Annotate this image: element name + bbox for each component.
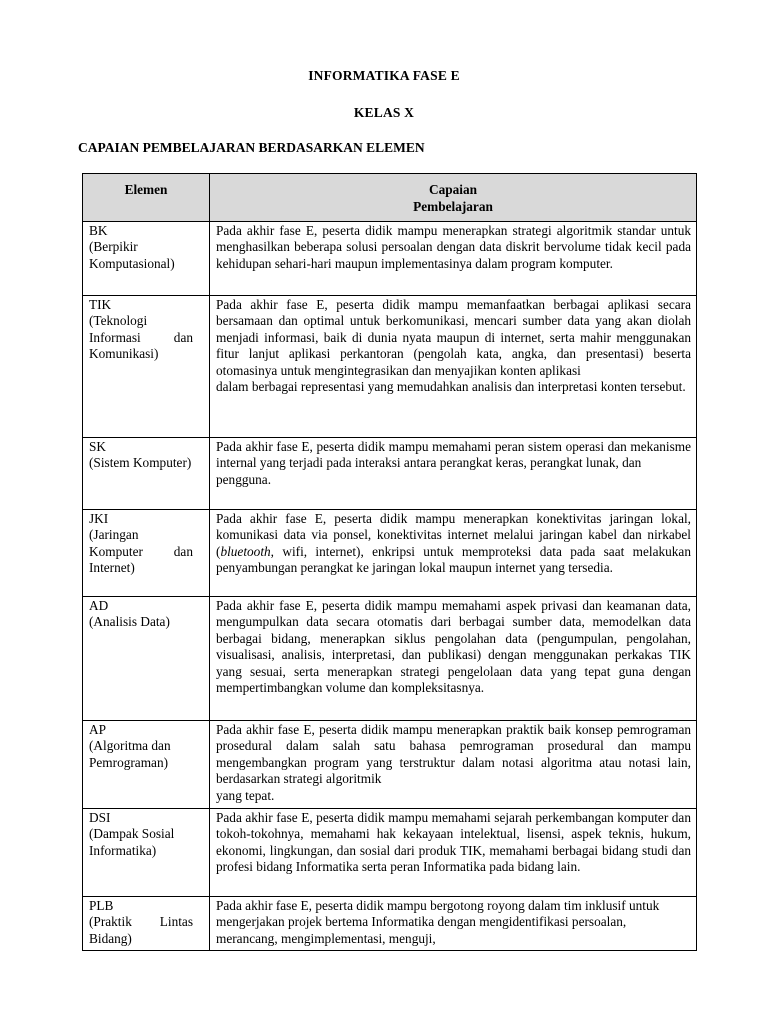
achievement-text: Pada akhir fase E, peserta didik mampu memahami aspek privasi dan keamanan data, mengumpulkan data secara otomatis dari berbagai sumber data, memodelkan data berbagai bidang, menerapkan siklus pengolahan data (pengumpulan, pengolahan, visualisasi, analisis, interpretasi, dan publikasi) dengan menggunakan perkakas TIK yang sesuai, serta menerapkan strategi pengelolaan data yang tepat guna dengan mempertimbangkan volume dan kompleksitasnya. [216, 598, 691, 696]
element-cell [83, 510, 210, 597]
achievement-cell [210, 296, 697, 438]
document-title: INFORMATIKA FASE E [308, 68, 460, 83]
element-name: (Praktik Lintas Bidang) [89, 914, 193, 946]
class-label: KELAS X [353, 105, 415, 120]
achievement-text: Pada akhir fase E, peserta didik mampu menerapkan praktik baik konsep pemrograman prosedural dalam salah satu bahasa pemrograman prosedural dan mampu mengembangkan program yang terstruktur dalam notasi algoritma atau notasi lain, berdasarkan strategi algoritmik [216, 722, 691, 787]
element-cell [83, 809, 210, 897]
element-cell [83, 438, 210, 510]
table-row [83, 721, 697, 809]
element-code: JKI [89, 511, 109, 526]
achievement-cell [210, 809, 697, 897]
element-name: (Analisis Data) [89, 614, 170, 630]
element-cell [83, 721, 210, 809]
achievement-column-header [210, 174, 697, 222]
element-code: TIK [89, 297, 112, 312]
element-name: (Sistem Komputer) [89, 455, 192, 471]
table-row [83, 809, 697, 897]
achievement-text-italic: bluetooth [220, 543, 271, 559]
table-row [83, 597, 697, 721]
table-row [83, 438, 697, 510]
achievement-header-line1: Capaian [428, 182, 478, 197]
element-column-header: Elemen [83, 174, 210, 222]
achievement-text-continued: dalam berbagai representasi yang memudahkan analisis dan interpretasi konten tersebut. [216, 379, 686, 395]
achievement-text: Pada akhir fase E, peserta didik mampu bergotong royong dalam tim inklusif untuk mengerjakan projek bertema Informatika dengan mengidentifikasi persoalan, merancang, mengimplementasi, menguji, [216, 898, 660, 946]
element-name: (Algoritma dan Pemrograman) [89, 738, 171, 770]
achievement-cell [210, 222, 697, 296]
achievement-cell [210, 438, 697, 510]
achievement-text: Pada akhir fase E, peserta didik mampu memahami peran sistem operasi dan mekanisme internal yang terjadi pada interaksi antara perangkat keras, perangkat lunak, dan [216, 439, 691, 471]
table-row [83, 296, 697, 438]
element-code: AD [89, 598, 109, 613]
achievement-text-continued: yang tepat. [216, 787, 275, 803]
achievement-text-part1: Pada akhir fase E, peserta didik mampu menerapkan konektivitas jaringan lokal, komunikasi data via ponsel, konektivitas internet melalui jaringan kabel dan nirkabel ( [216, 511, 691, 559]
achievement-header-line2: Pembelajaran [413, 199, 493, 214]
achievement-text-continued: pengguna. [216, 471, 272, 487]
element-cell [83, 597, 210, 721]
achievement-text: Pada akhir fase E, peserta didik mampu menerapkan strategi algoritmik standar untuk menghasilkan beberapa solusi persoalan dengan data diskrit bervolume tidak kecil pada kehidupan sehari-hari maupun implementasinya dalam program komputer. [216, 223, 691, 271]
achievement-cell [210, 510, 697, 597]
achievement-cell [210, 597, 697, 721]
table-row [83, 510, 697, 597]
element-code: AP [89, 722, 106, 737]
achievement-text-part2: , wifi, internet), enkripsi untuk memproteksi data pada saat melakukan penyambungan perangkat ke jaringan lokal maupun internet yang tersedia. [216, 543, 691, 576]
element-name: (Jaringan Komputer dan Internet) [89, 527, 193, 576]
section-heading: CAPAIAN PEMBELAJARAN BERDASARKAN ELEMEN [78, 140, 425, 155]
achievement-cell [210, 897, 697, 951]
element-name: (Teknologi Informasi dan Komunikasi) [89, 313, 193, 362]
table-header-row [83, 174, 697, 222]
element-code: PLB [89, 898, 114, 913]
element-name: (Dampak Sosial Informatika) [89, 826, 175, 858]
table-row [83, 897, 697, 951]
achievement-text: Pada akhir fase E, peserta didik mampu memanfaatkan berbagai aplikasi secara bersamaan dan optimal untuk berkomunikasi, mencari sumber data yang akan diolah menjadi informasi, baik di dunia nyata maupun di internet, serta mahir menggunakan fitur lanjut aplikasi perkantoran (pengolah kata, angka, dan presentasi) beserta otomasinya untuk mengintegrasikan dan menyajikan konten aplikasi [216, 297, 691, 378]
element-code: DSI [89, 810, 111, 825]
element-code: BK [89, 223, 108, 238]
element-cell [83, 897, 210, 951]
achievement-cell [210, 721, 697, 809]
element-cell [83, 222, 210, 296]
achievement-table [82, 173, 697, 951]
element-cell [83, 296, 210, 438]
element-code: SK [89, 439, 106, 454]
element-name: (Berpikir Komputasional) [89, 239, 175, 271]
achievement-text: Pada akhir fase E, peserta didik mampu memahami sejarah perkembangan komputer dan tokoh-tokohnya, memahami hak kekayaan intelektual, lisensi, aspek teknis, hukum, ekonomi, lingkungan, dan sosial dari produk TIK, memahami berbagai bidang studi dan profesi bidang Informatika serta peran Informatika pada bidang lain. [216, 810, 691, 875]
table-row [83, 222, 697, 296]
